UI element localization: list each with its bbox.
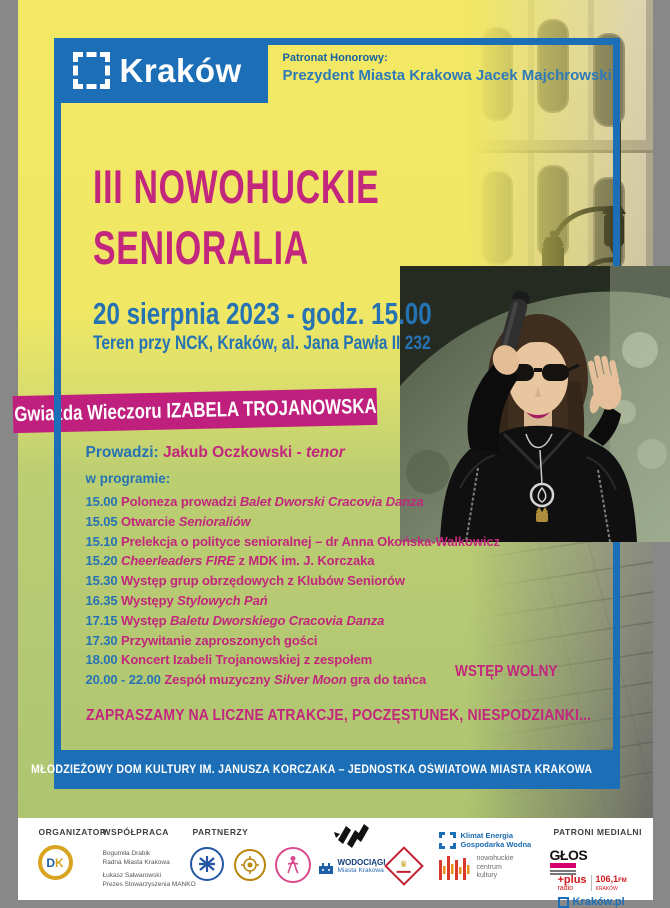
plus-radio-logo xyxy=(558,875,627,908)
cooperation-person: Radna Miasta Krakowa xyxy=(103,859,196,868)
program-item xyxy=(86,532,500,552)
program-text: Poloneza prowadzi Balet Dworski Cracovia Danza xyxy=(121,494,423,509)
nck-text xyxy=(477,855,514,881)
program-text: Zespół muzyczny Silver Moon gra do tańca xyxy=(164,672,426,687)
program-time: 16.35 xyxy=(86,593,122,608)
program-time: 17.30 xyxy=(86,633,122,648)
wodociagi-name: WODOCIĄGI xyxy=(338,859,386,867)
patronage xyxy=(283,52,612,84)
nck-text-line: nowohuckie xyxy=(477,855,514,864)
media-patrons-label: PATRONI MEDIALNI xyxy=(554,827,642,837)
cooperation-lines xyxy=(103,850,196,889)
nck-text-line: kultury xyxy=(477,872,514,881)
partners-label: PARTNERZY xyxy=(193,827,249,837)
partner-emblem-1 xyxy=(190,847,224,881)
wodociagi-group xyxy=(318,824,386,875)
wodociagi-crown-icon xyxy=(318,860,334,875)
krakow-pl-logo xyxy=(558,896,627,908)
program-time: 20.00 - 22.00 xyxy=(86,672,165,687)
klimat-group xyxy=(439,831,532,849)
partner-emblem-2-seal xyxy=(240,855,260,875)
program-item xyxy=(86,551,500,571)
klimat-line2: Gospodarka Wodna xyxy=(461,840,532,849)
title-line2: SENIORALIA xyxy=(93,217,309,278)
patronage-name: Prezydent Miasta Krakowa Jacek Majchrowski xyxy=(283,67,612,84)
radio-city: KRAKÓW xyxy=(596,886,627,892)
program-text: Występ grup obrzędowych z Klubów Seniorów xyxy=(121,573,405,588)
glos-logo xyxy=(550,848,588,875)
event-date: 20 sierpnia 2023 - godz. 15.00 xyxy=(93,296,527,332)
poster xyxy=(18,0,653,900)
cooperation-person: Prezes Stowarzyszenia MANKO xyxy=(103,881,196,890)
program-item xyxy=(86,571,500,591)
mdk-logo-letter-k: K xyxy=(55,856,64,870)
patronage-label: Patronat Honorowy: xyxy=(283,52,612,64)
klimat-tiles-icon xyxy=(439,832,456,849)
program-time: 15.30 xyxy=(86,573,122,588)
star-prefix: Gwiazda Wieczoru xyxy=(13,399,161,425)
wodociagi-subname: Miasta Krakowa xyxy=(338,867,386,875)
media-patrons-group xyxy=(550,848,653,908)
logo-footer xyxy=(18,818,653,900)
program-text: Przywitanie zaproszonych gości xyxy=(121,633,317,648)
star-name: IZABELA TROJANOWSKA xyxy=(165,394,376,422)
krakow-tiles-icon xyxy=(73,52,110,89)
cooperation-label: WSPÓŁPRACA xyxy=(103,827,169,837)
program-time: 17.15 xyxy=(86,613,122,628)
event-venue: Teren przy NCK, Kraków, al. Jana Pawła II 232 xyxy=(93,333,505,355)
title-line1: III NOWOHUCKIE xyxy=(93,156,379,217)
glos-subtitle-bar xyxy=(550,870,576,872)
glos-wordmark: GŁOS xyxy=(550,848,588,862)
organizer-label: ORGANIZATOR xyxy=(39,827,107,837)
plus-wordmark: +plus xyxy=(558,875,587,885)
crown-diamond-emblem xyxy=(384,846,424,886)
program-item xyxy=(86,512,500,532)
cooperation-person: Bogumiła Drabik xyxy=(103,850,196,859)
program-time: 15.20 xyxy=(86,553,122,568)
glos-magenta-bar xyxy=(550,863,576,868)
host-role: tenor xyxy=(306,444,345,461)
organizer-mdk-logo xyxy=(38,845,73,880)
program-time: 15.10 xyxy=(86,534,122,549)
cooperation-person: Łukasz Salwarowski xyxy=(103,872,196,881)
krakow-pl-wordmark: Kraków.pl xyxy=(573,896,625,908)
plus-divider xyxy=(591,875,592,891)
program-text: Otwarcie Senioraliów xyxy=(121,514,251,529)
krakow-logo-band xyxy=(54,38,268,103)
program-item xyxy=(86,492,500,512)
program-text: Cheerleaders FIRE z MDK im. J. Korczaka xyxy=(121,553,374,568)
host-line xyxy=(86,444,345,462)
program-item xyxy=(86,670,500,690)
page-title xyxy=(93,156,491,278)
program-heading: w programie: xyxy=(86,471,171,486)
invitation-note: ZAPRASZAMY NA LICZNE ATRAKCJE, POCZĘSTUNEK, NIESPODZIANKI... xyxy=(86,707,647,725)
klimat-line1: Klimat Energia xyxy=(461,831,532,840)
krakow-pl-tiles-icon xyxy=(558,897,569,908)
program-time: 15.05 xyxy=(86,514,122,529)
radio-frequency: 106,1 xyxy=(596,874,619,884)
krakow-brand-text: Kraków xyxy=(120,52,242,90)
wodociagi-zigzag-icon xyxy=(332,824,372,850)
host-name: Jakub Oczkowski - xyxy=(163,444,302,461)
program-text: Prelekcja o polityce senioralnej – dr Anna Okońska-Walkowicz xyxy=(121,534,500,549)
program-item xyxy=(86,611,500,631)
program-item xyxy=(86,631,500,651)
radio-fm: FM xyxy=(618,878,627,884)
program-text: Występy Stylowych Pań xyxy=(121,593,268,608)
mdk-logo-letter-d: D xyxy=(46,856,55,870)
program-list xyxy=(86,492,500,690)
institution-banner: MŁODZIEŻOWY DOM KULTURY IM. JANUSZA KORCZAKA – JEDNOSTKA OŚWIATOWA MIASTA KRAKOWA xyxy=(54,750,620,789)
program-text: Koncert Izabeli Trojanowskiej z zespołem xyxy=(121,652,372,667)
program-time: 18.00 xyxy=(86,652,122,667)
diamond-text-bar xyxy=(397,871,411,873)
partner-emblem-2 xyxy=(234,849,266,881)
free-entry-note: WSTĘP WOLNY xyxy=(455,663,576,681)
nck-text-line: centrum xyxy=(477,864,514,873)
program-time: 15.00 xyxy=(86,494,122,509)
program-text: Występ Baletu Dworskiego Cracovia Danza xyxy=(121,613,384,628)
nck-bars-icon xyxy=(439,856,471,880)
nck-group xyxy=(439,855,514,881)
plus-radio-word: radio xyxy=(558,885,587,892)
program-item xyxy=(86,591,500,611)
partner-emblem-3 xyxy=(275,847,311,883)
program-item xyxy=(86,650,500,670)
host-label: Prowadzi: xyxy=(86,444,159,461)
partner-emblem-1-monogram xyxy=(197,854,217,874)
crown-icon: ♛ xyxy=(399,860,407,869)
partner-emblem-3-dancer xyxy=(281,853,305,877)
